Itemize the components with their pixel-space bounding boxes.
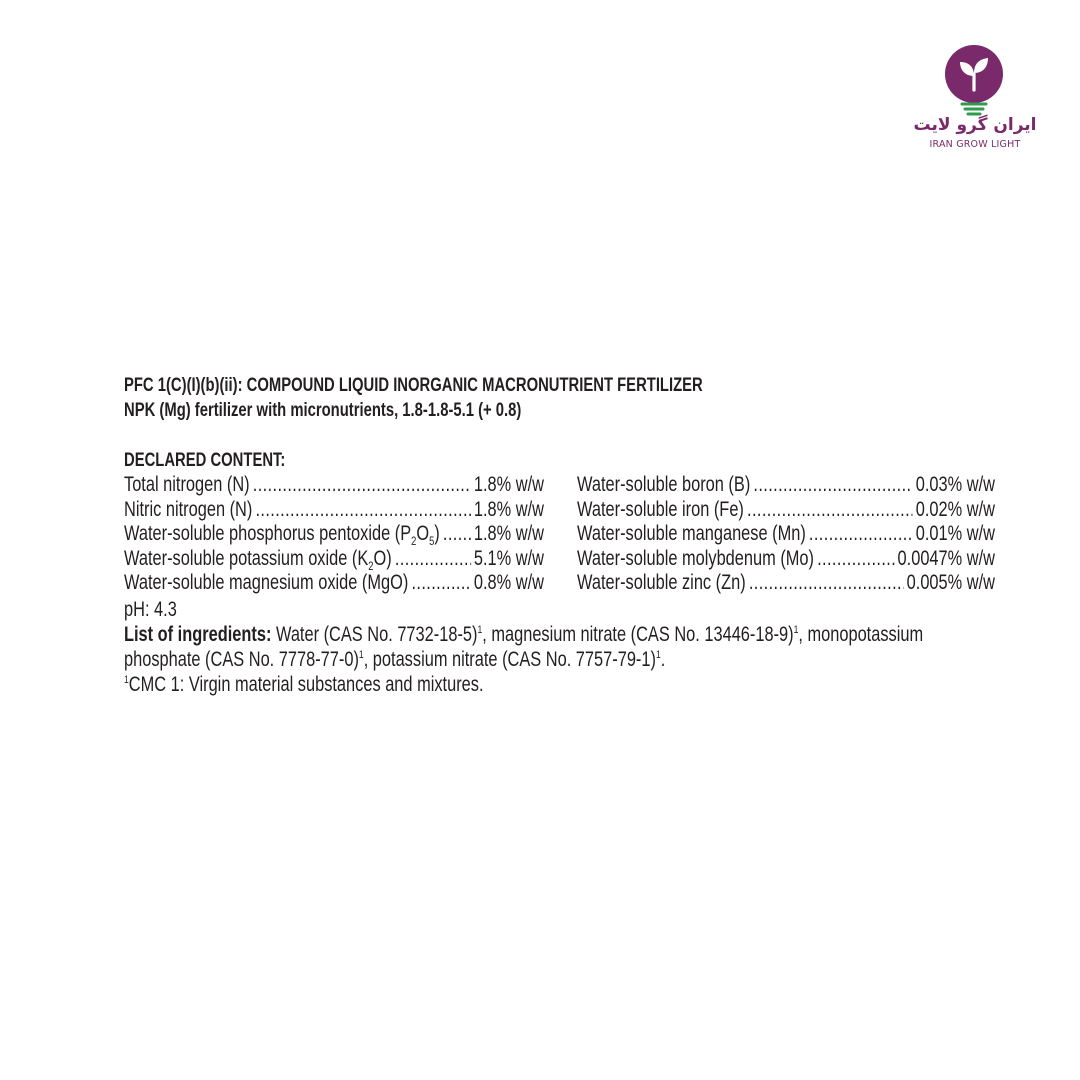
declared-content-right-column: [577, 473, 995, 596]
nutrient-value: 1.8% w/w: [473, 522, 544, 546]
content-row: [124, 473, 544, 498]
ingredient: , monopotassium phosphate (CAS No. 7778-77-0): [124, 623, 924, 671]
nutrient-name: Nitric nitrogen (N): [124, 497, 253, 521]
footnote-text: CMC 1: Virgin material substances and mixtures.: [128, 673, 484, 696]
nutrient-value: 1.8% w/w: [473, 473, 544, 496]
content-row: [577, 547, 995, 572]
nutrient-value: 0.03% w/w: [915, 473, 995, 496]
nutrient-name: Water-soluble zinc (Zn): [577, 571, 746, 595]
nutrient-value: 0.0047% w/w: [897, 546, 995, 570]
footnote: [124, 672, 1004, 697]
leader-dots: [817, 547, 894, 572]
content-row: [577, 498, 995, 523]
footnote-ref: 1: [655, 649, 661, 661]
ingredient: , potassium nitrate (CAS No. 7757-79-1): [363, 648, 656, 671]
leader-dots: [253, 473, 471, 498]
nutrient-value: 0.02% w/w: [915, 497, 995, 521]
nutrient-name: Water-soluble phosphorus pentoxide $(P_2O_5)$: [124, 522, 440, 549]
content-row: [577, 522, 995, 547]
sprout-bulb-icon: [943, 44, 1005, 118]
content-row: [577, 571, 995, 596]
nutrient-value: 0.01% w/w: [915, 522, 995, 546]
brand-name-persian: ایران گرو لایت: [913, 115, 1037, 135]
nutrient-name: Water-soluble boron (B): [577, 473, 751, 496]
footnote-ref: 1: [793, 624, 799, 636]
content-row: [577, 473, 995, 498]
nutrient-name: Water-soluble molybdenum (Mo): [577, 546, 814, 570]
leader-dots: [753, 473, 912, 498]
brand-logo: [910, 44, 1040, 156]
footnote-ref: 1: [358, 649, 364, 661]
nutrient-value: 0.005% w/w: [906, 571, 995, 595]
declared-content-table: [124, 473, 1004, 597]
nutrient-name: Water-soluble potassium oxide $(K_2O)$: [124, 546, 392, 573]
declared-content-title: DECLARED CONTENT:: [124, 450, 286, 471]
nutrient-value: 0.8% w/w: [473, 571, 544, 595]
ingredients-label: List of ingredients:: [124, 623, 272, 646]
ingredient: , magnesium nitrate (CAS No. 13446-18-9): [482, 623, 794, 646]
product-description-heading: NPK (Mg) fertilizer with micronutrients, 1.8-1.8-5.1 (+ 0.8): [124, 400, 522, 421]
nutrient-name: Water-soluble manganese (Mn): [577, 522, 806, 546]
content-row: [124, 571, 544, 596]
ph-value: pH: 4.3: [124, 598, 177, 621]
product-category-heading: PFC 1(C)(I)(b)(ii): COMPOUND LIQUID INORGANIC MACRONUTRIENT FERTILIZER: [124, 375, 703, 396]
brand-name-english: IRAN GROW LIGHT: [929, 139, 1021, 150]
content-row: [124, 522, 544, 547]
leader-dots: [747, 498, 913, 523]
leader-dots: [809, 522, 913, 547]
footnote-ref: 1: [477, 624, 483, 636]
leader-dots: [749, 571, 904, 596]
leader-dots: [411, 571, 470, 596]
content-row: [124, 547, 544, 572]
declared-content-left-column: [124, 473, 544, 596]
nutrient-value: 1.8% w/w: [473, 497, 544, 521]
content-row: [124, 498, 544, 523]
ingredients-list: List of ingredients: Water (CAS No. 7732-18-5)$^1$, magnesium nitrate (CAS No. 13446-18-9)$^1$, monopotassium phosphate (CAS No. 7778-77-0)$^1$, potassium nitrate (CAS No. 7757-79-1)$^1$.: [124, 623, 924, 671]
nutrient-name: Total nitrogen (N): [124, 473, 250, 496]
fertilizer-label: [124, 373, 1004, 697]
nutrient-value: 5.1% w/w: [473, 546, 544, 570]
ingredient: Water (CAS No. 7732-18-5): [271, 623, 478, 646]
footnote-mark: 1: [124, 674, 129, 686]
leader-dots: [255, 498, 470, 523]
nutrient-name: Water-soluble iron (Fe): [577, 497, 744, 521]
nutrient-name: Water-soluble magnesium oxide (MgO): [124, 571, 409, 595]
